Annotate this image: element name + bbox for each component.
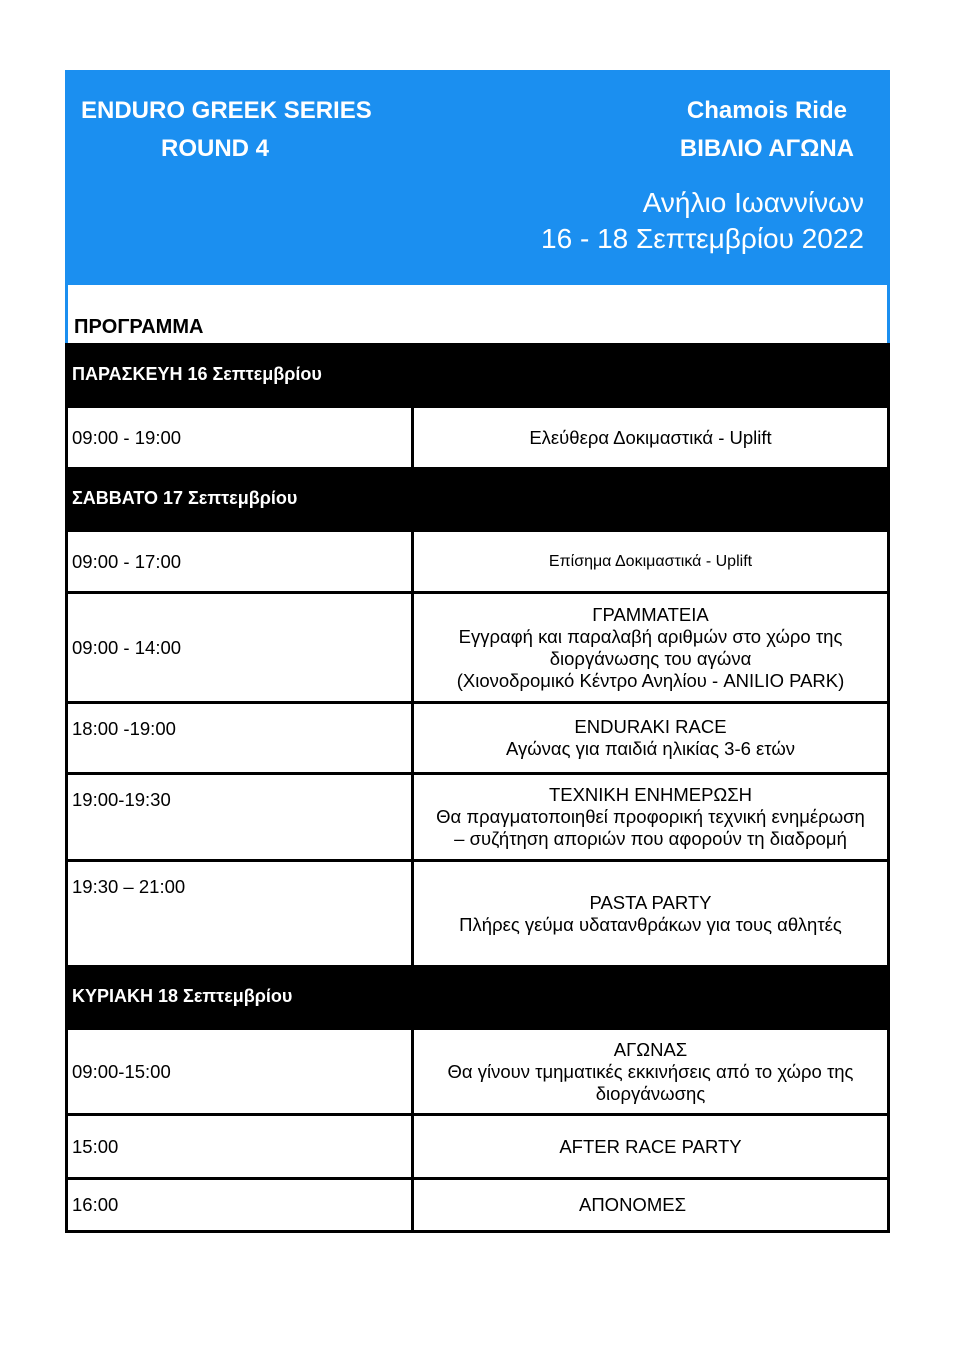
program-heading: ΠΡΟΓΡΑΜΜΑ <box>74 316 204 338</box>
day-header: ΚΥΡΙΑΚΗ 18 Σεπτεμβρίου <box>65 965 890 1027</box>
time-cell: 18:00 -19:00 <box>68 704 411 772</box>
description-cell <box>414 704 887 772</box>
description-line: Θα πραγματοποιηθεί προφορική τεχνική ενημέρωση <box>436 806 865 827</box>
description-cell <box>414 1030 887 1113</box>
description-line: Αγώνας για παιδιά ηλικίας 3-6 ετών <box>505 738 796 759</box>
location-block <box>541 185 864 257</box>
header-banner <box>65 70 890 285</box>
description-cell <box>414 408 887 467</box>
program-heading-box <box>65 285 890 345</box>
description-line: PASTA PARTY <box>589 891 712 913</box>
time-cell: 19:00-19:30 <box>68 775 411 859</box>
description-line: Ελεύθερα Δοκιμαστικά - Uplift <box>529 426 772 448</box>
schedule-table <box>65 343 890 1233</box>
description-cell <box>414 862 887 965</box>
description-cell <box>414 594 887 701</box>
description-line: Επίσημα Δοκιμαστικά - Uplift <box>548 552 753 570</box>
table-row <box>65 701 890 772</box>
description-line: Θα γίνουν τμηματικές εκκινήσεις από το χώρο της <box>447 1060 854 1082</box>
time-cell: 09:00 - 14:00 <box>68 594 411 701</box>
day-header: ΣΑΒΒΑΤΟ 17 Σεπτεμβρίου <box>65 467 890 529</box>
description-cell <box>414 1180 887 1230</box>
time-cell: 09:00-15:00 <box>68 1030 411 1113</box>
description-line: διοργάνωσης του αγώνα <box>549 647 752 669</box>
description-line: ΑΓΩΝΑΣ <box>613 1038 688 1060</box>
table-row <box>65 1027 890 1113</box>
location: Ανήλιο Ιωαννίνων <box>642 187 864 218</box>
table-row <box>65 859 890 965</box>
book-title: ΒΙΒΛΙΟ ΑΓΩΝΑ <box>679 135 854 162</box>
day-header: ΠΑΡΑΣΚΕΥΗ 16 Σεπτεμβρίου <box>65 343 890 405</box>
time-cell: 09:00 - 19:00 <box>68 408 411 467</box>
description-line: ΓΡΑΜΜΑΤΕΙΑ <box>592 603 709 625</box>
table-row <box>65 529 890 591</box>
series-title: ENDURO GREEK SERIES <box>81 97 372 124</box>
description-cell <box>414 1116 887 1177</box>
description-line: – συζήτηση αποριών που αφορούν τη διαδρομή <box>454 828 847 849</box>
time-cell: 19:30 – 21:00 <box>68 862 411 965</box>
description-line: ENDURAKI RACE <box>574 716 727 737</box>
table-row <box>65 1113 890 1177</box>
description-line: Εγγραφή και παραλαβή αριθμών στο χώρο της <box>458 625 843 647</box>
time-cell: 15:00 <box>68 1116 411 1177</box>
event-block <box>680 92 854 168</box>
table-bottom-border <box>65 1230 890 1233</box>
table-row <box>65 405 890 467</box>
description-line: (Χιονοδρομικό Κέντρο Ανηλίου - ANILIO PARK) <box>456 669 845 691</box>
series-block <box>81 92 372 168</box>
description-line: διοργάνωσης <box>595 1082 706 1104</box>
description-cell <box>414 775 887 859</box>
description-line: AFTER RACE PARTY <box>559 1135 742 1157</box>
table-row <box>65 772 890 859</box>
time-cell: 16:00 <box>68 1180 411 1230</box>
event-dates: 16 - 18 Σεπτεμβρίου 2022 <box>541 223 864 254</box>
table-row <box>65 591 890 701</box>
description-line: Πλήρες γεύμα υδατανθράκων για τους αθλητές <box>459 913 842 935</box>
description-line: ΤΕΧΝΙΚΗ ΕΝΗΜΕΡΩΣΗ <box>548 784 753 805</box>
description-cell <box>414 532 887 591</box>
event-name: Chamois Ride <box>686 97 847 124</box>
table-row <box>65 1177 890 1230</box>
time-cell: 09:00 - 17:00 <box>68 532 411 591</box>
round-label: ROUND 4 <box>161 135 270 162</box>
description-line: ΑΠΟΝΟΜΕΣ <box>578 1194 687 1215</box>
